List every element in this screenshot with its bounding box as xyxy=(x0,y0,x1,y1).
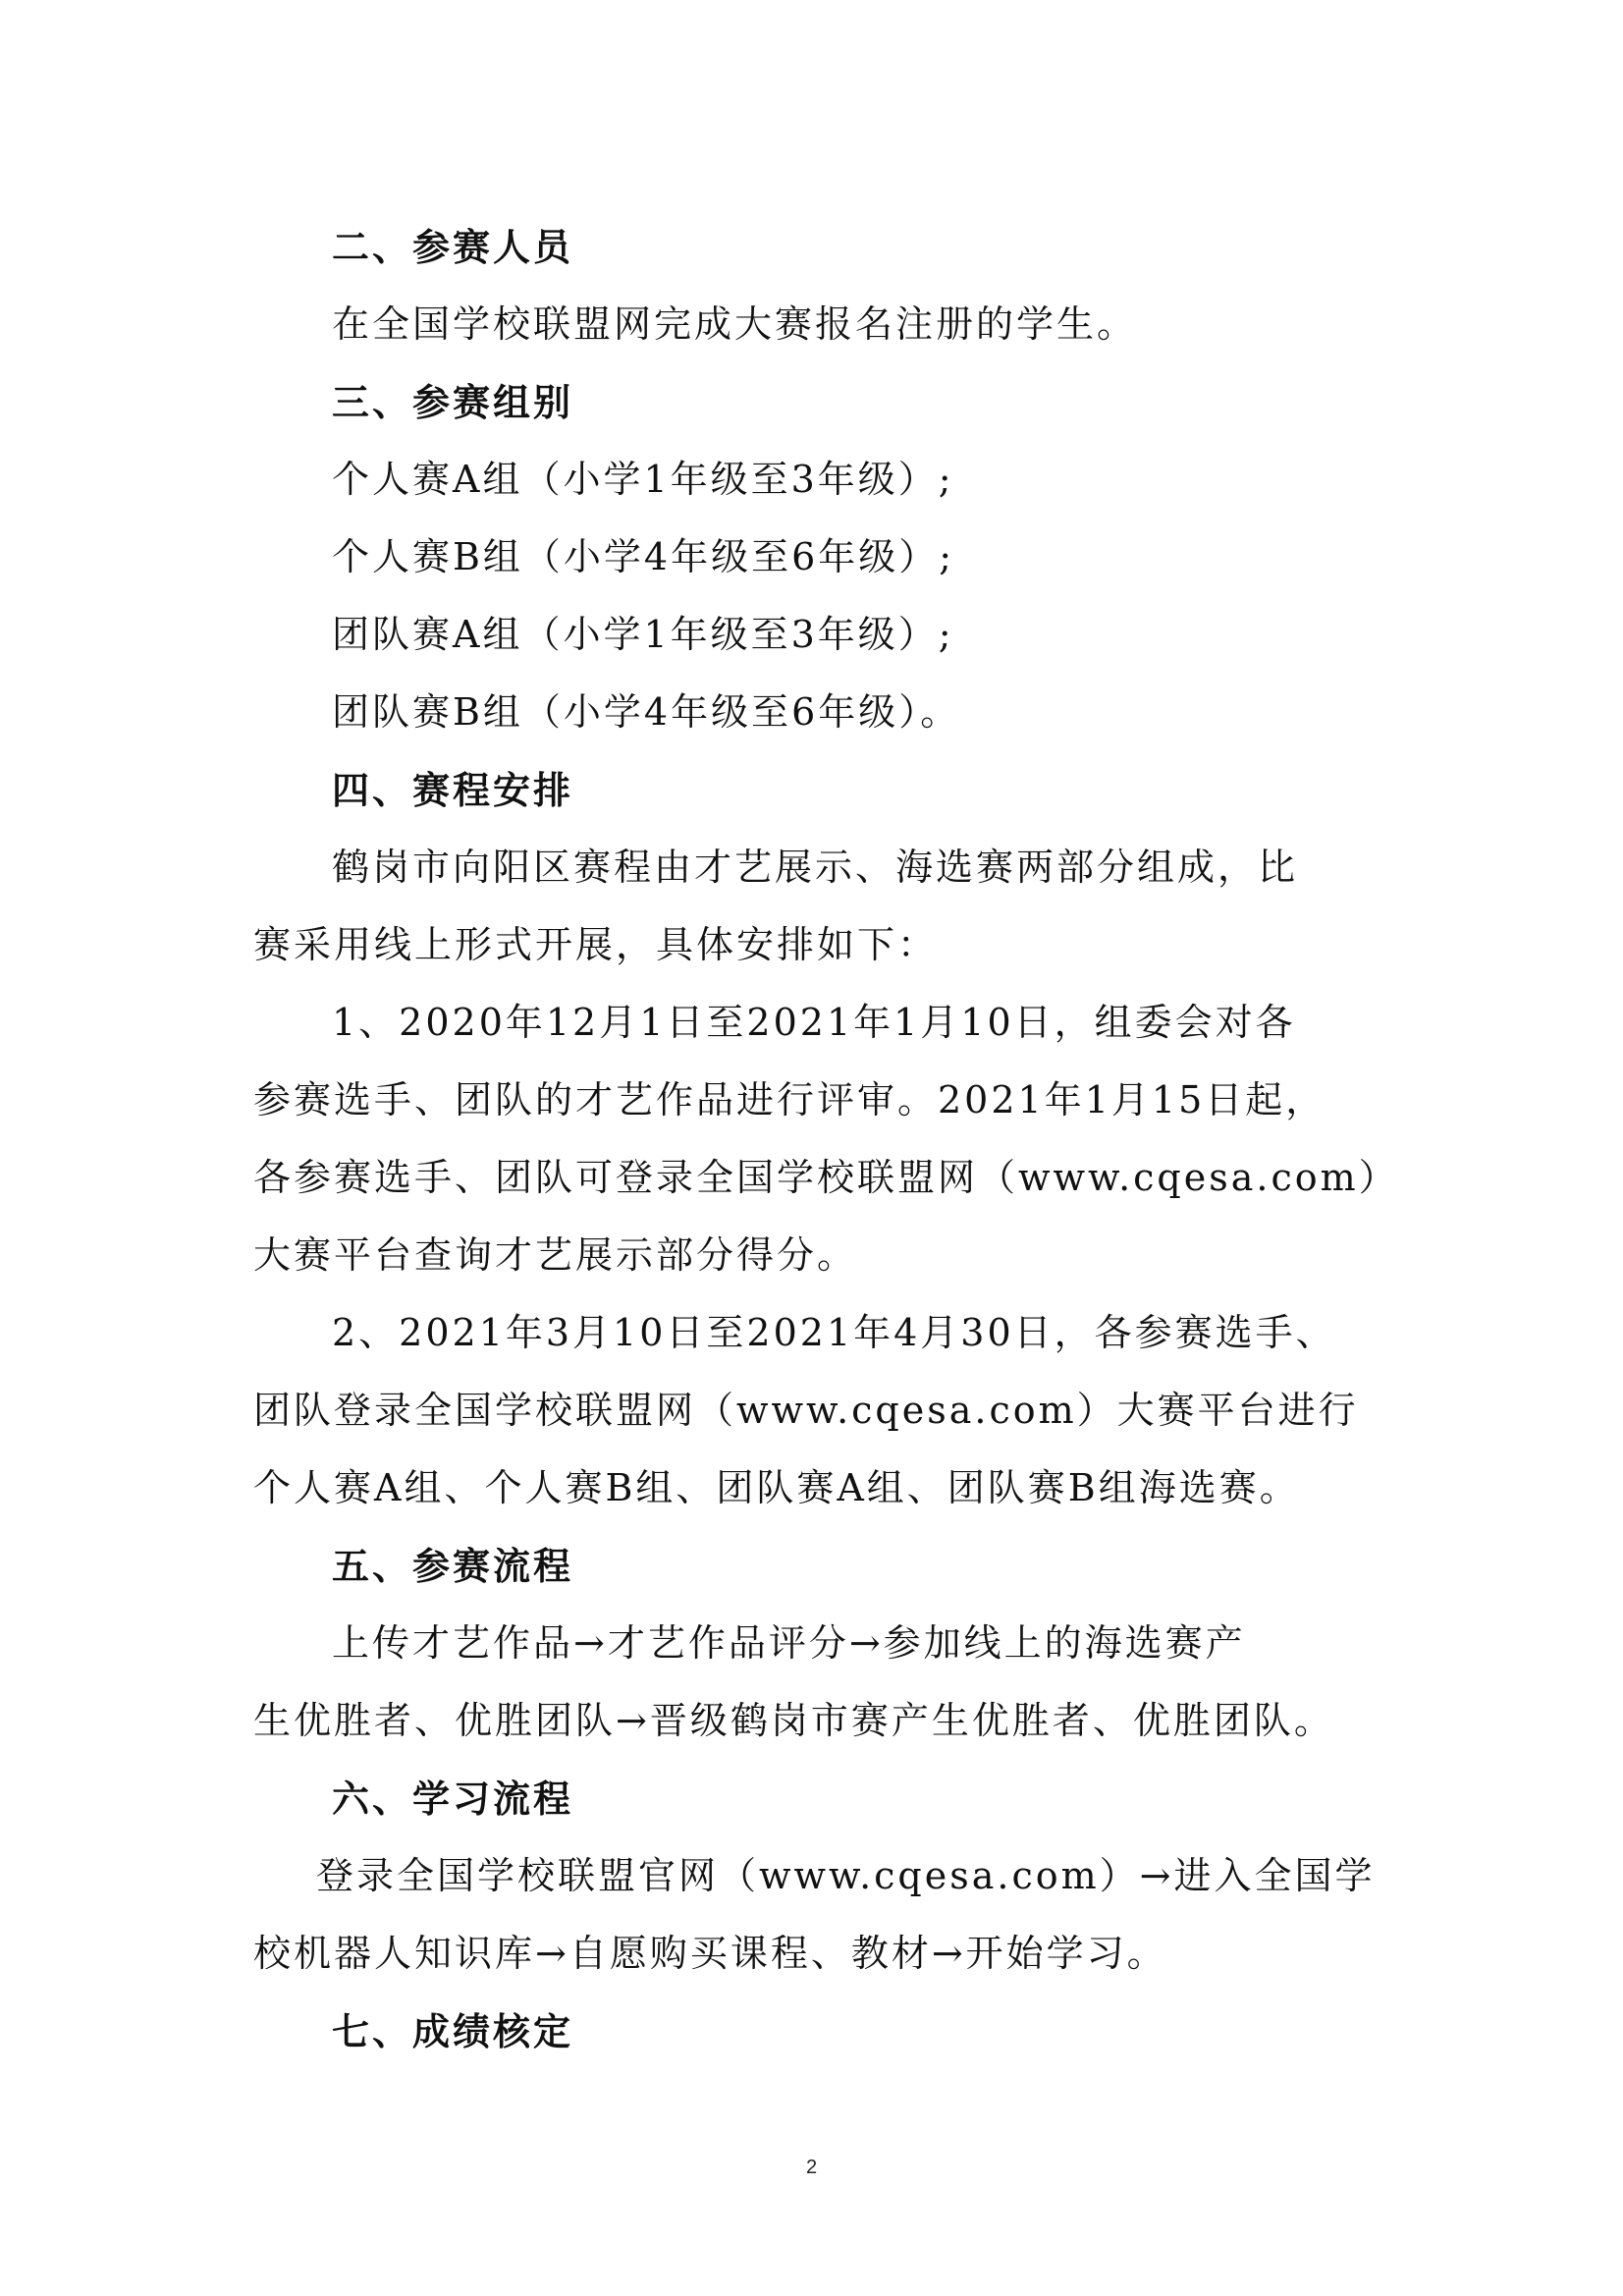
document-body xyxy=(253,208,1399,2070)
page-number: 2 xyxy=(805,2157,818,2178)
group-item: 团队赛A组（小学1年级至3年级）; xyxy=(332,613,954,656)
group-item: 个人赛B组（小学4年级至6年级）; xyxy=(332,535,955,578)
paragraph-learning-line: 登录全国学校联盟官网（www.cqesa.com）→进入全国学 xyxy=(316,1854,1376,1897)
section-heading-schedule: 四、赛程安排 xyxy=(332,768,574,812)
paragraph-process-line: 生优胜者、优胜团队→晋级鹤岗市赛产生优胜者、优胜团队。 xyxy=(253,1699,1334,1742)
paragraph-schedule-intro-line: 赛采用线上形式开展，具体安排如下： xyxy=(253,923,939,966)
group-item: 团队赛B组（小学4年级至6年级）。 xyxy=(332,690,961,734)
section-heading-scoring: 七、成绩核定 xyxy=(332,2009,574,2053)
section-heading-process: 五、参赛流程 xyxy=(332,1544,574,1588)
paragraph-schedule-item2-line: 2、2021年3月10日至2021年4月30日，各参赛选手、 xyxy=(332,1311,1336,1354)
paragraph-schedule-item1-line: 大赛平台查询才艺展示部分得分。 xyxy=(253,1233,858,1277)
section-heading-learning: 六、学习流程 xyxy=(332,1777,574,1821)
paragraph-schedule-item1-line: 各参赛选手、团队可登录全国学校联盟网（www.cqesa.com） xyxy=(253,1156,1399,1199)
group-item: 个人赛A组（小学1年级至3年级）; xyxy=(332,458,954,501)
paragraph-schedule-item1-line: 1、2020年12月1日至2021年1月10日，组委会对各 xyxy=(332,1001,1296,1044)
paragraph-participants: 在全国学校联盟网完成大赛报名注册的学生。 xyxy=(332,302,1138,346)
paragraph-schedule-intro-line: 鹤岗市向阳区赛程由才艺展示、海选赛两部分组成，比 xyxy=(332,846,1299,889)
paragraph-learning-line: 校机器人知识库→自愿购买课程、教材→开始学习。 xyxy=(253,1932,1167,1975)
paragraph-schedule-item2-line: 个人赛A组、个人赛B组、团队赛A组、团队赛B组海选赛。 xyxy=(253,1466,1300,1509)
paragraph-schedule-item2-line: 团队登录全国学校联盟网（www.cqesa.com）大赛平台进行 xyxy=(253,1389,1359,1432)
paragraph-schedule-item1-line: 参赛选手、团队的才艺作品进行评审。2021年1月15日起， xyxy=(253,1078,1326,1121)
section-heading-groups: 三、参赛组别 xyxy=(332,380,574,424)
paragraph-process-line: 上传才艺作品→才艺作品评分→参加线上的海选赛产 xyxy=(332,1621,1246,1665)
section-heading-participants: 二、参赛人员 xyxy=(332,225,574,269)
